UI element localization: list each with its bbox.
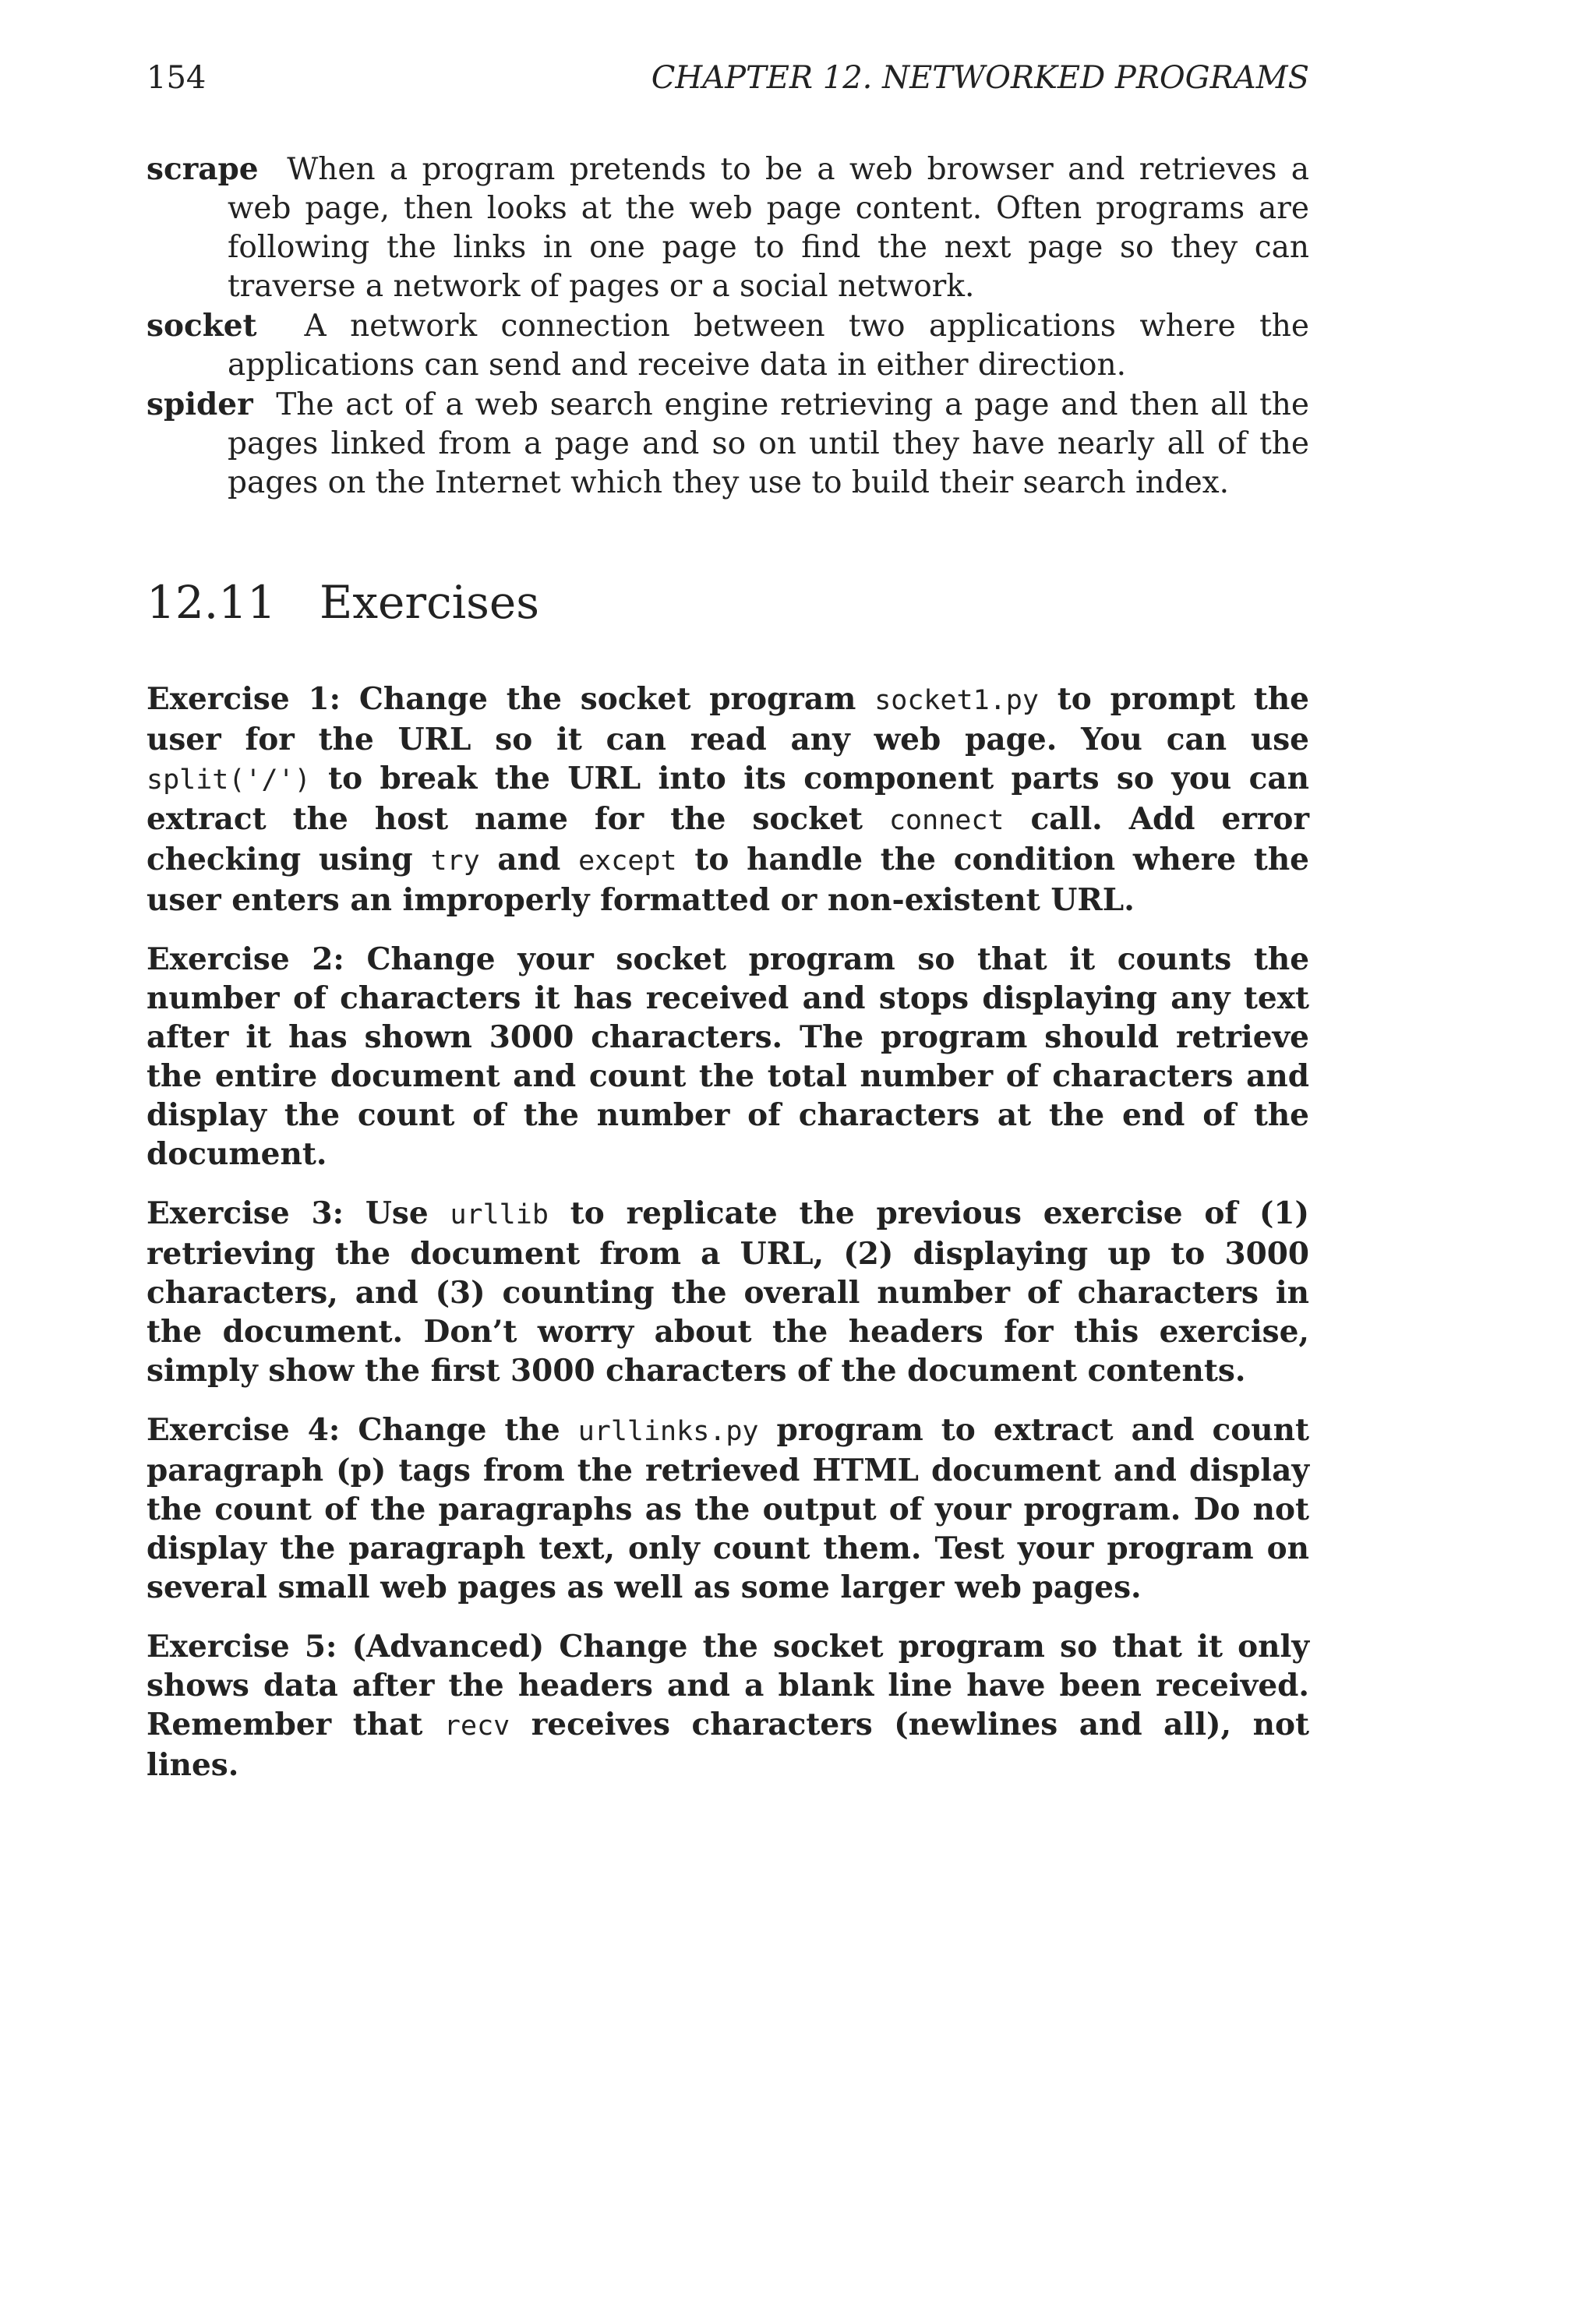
section-number: 12.11 (147, 576, 277, 629)
exercise-label: Exercise 5: (147, 1629, 337, 1665)
code-socket1-py: socket1.py (874, 685, 1039, 716)
exercise-5 (147, 1627, 1309, 1785)
exercise-text: receives characters (newlines and all), not lines. (147, 1707, 1309, 1783)
glossary-entry-scrape (147, 150, 1309, 306)
page-number: 154 (147, 60, 207, 96)
exercise-text: program to extract and count paragraph (p) tags from the retrieved HTML document and display the count of the paragraphs as the output of your program. Do not display the paragraph text, only count them. Test your program on several small web pages as well as some larger web pages. (147, 1412, 1309, 1605)
glossary-term: socket (147, 308, 257, 344)
section-title-text: Exercises (320, 576, 539, 629)
section-heading (147, 575, 1309, 630)
exercise-text: and (479, 842, 579, 877)
code-recv: recv (443, 1711, 510, 1742)
exercise-text: to handle the condition where the user enters an improperly formatted or non-existent URL. (147, 842, 1309, 918)
glossary-term: scrape (147, 151, 259, 187)
code-except: except (578, 846, 677, 877)
exercise-text: (Advanced) Change the socket program so that it only shows data after the headers and a blank line have been received. Remember that (147, 1629, 1309, 1742)
running-header (147, 58, 1309, 98)
exercise-text: call. Add error checking using (147, 801, 1309, 877)
code-connect: connect (888, 805, 1005, 836)
exercise-text: to prompt the user for the URL so it can read any web page. You can use (147, 681, 1309, 757)
exercise-4 (147, 1410, 1309, 1607)
glossary-definition: A network connection between two applications where the applications can send and receive data in either direction. (228, 309, 1310, 383)
exercise-list (147, 680, 1309, 1805)
exercise-label: Exercise 1: (147, 681, 341, 717)
exercise-text: Change your socket program so that it counts the number of characters it has received and stops displaying any text after it has shown 3000 characters. The program should retrieve the entire document and count the total number of characters and display the count of the number of characters at the end of the document. (147, 941, 1310, 1172)
exercise-text: Change the socket program (341, 681, 875, 717)
code-try: try (430, 846, 480, 877)
glossary-entry-spider (147, 385, 1309, 503)
exercise-label: Exercise 2: (147, 941, 344, 977)
glossary-definition: The act of a web search engine retrieving a page and then all the pages linked from a page and so on until they have nearly all of the pages on the Internet which they use to build their search index. (228, 387, 1309, 500)
glossary-definition: When a program pretends to be a web browser and retrieves a web page, then looks at the web page content. Often programs are following the links in one page to find the next page so they can traverse a network of pages or a social network. (228, 152, 1309, 304)
exercise-label: Exercise 4: (147, 1412, 341, 1448)
code-urllib: urllib (450, 1199, 549, 1230)
exercise-text: to break the URL into its component parts so you can extract the host name for the socket (147, 761, 1309, 837)
exercise-2 (147, 940, 1309, 1174)
glossary-entry-socket (147, 306, 1309, 385)
chapter-title: CHAPTER 12. NETWORKED PROGRAMS (651, 60, 1309, 96)
exercise-text: Change the (340, 1412, 578, 1448)
glossary-term: spider (147, 387, 253, 422)
code-urllinks-py: urllinks.py (577, 1416, 759, 1447)
exercise-label: Exercise 3: (147, 1195, 344, 1231)
code-split: split('/') (147, 764, 311, 796)
exercise-text: to replicate the previous exercise of (1) retrieving the document from a URL, (2) displaying up to 3000 characters, and (3) counting the overall number of characters in the document. Don’t worry about the headers for this exercise, simply show the first 3000 characters of the document contents. (147, 1195, 1309, 1389)
exercise-1 (147, 680, 1309, 920)
glossary-list (147, 150, 1309, 503)
exercise-3 (147, 1194, 1309, 1390)
exercise-text: Use (344, 1195, 450, 1231)
